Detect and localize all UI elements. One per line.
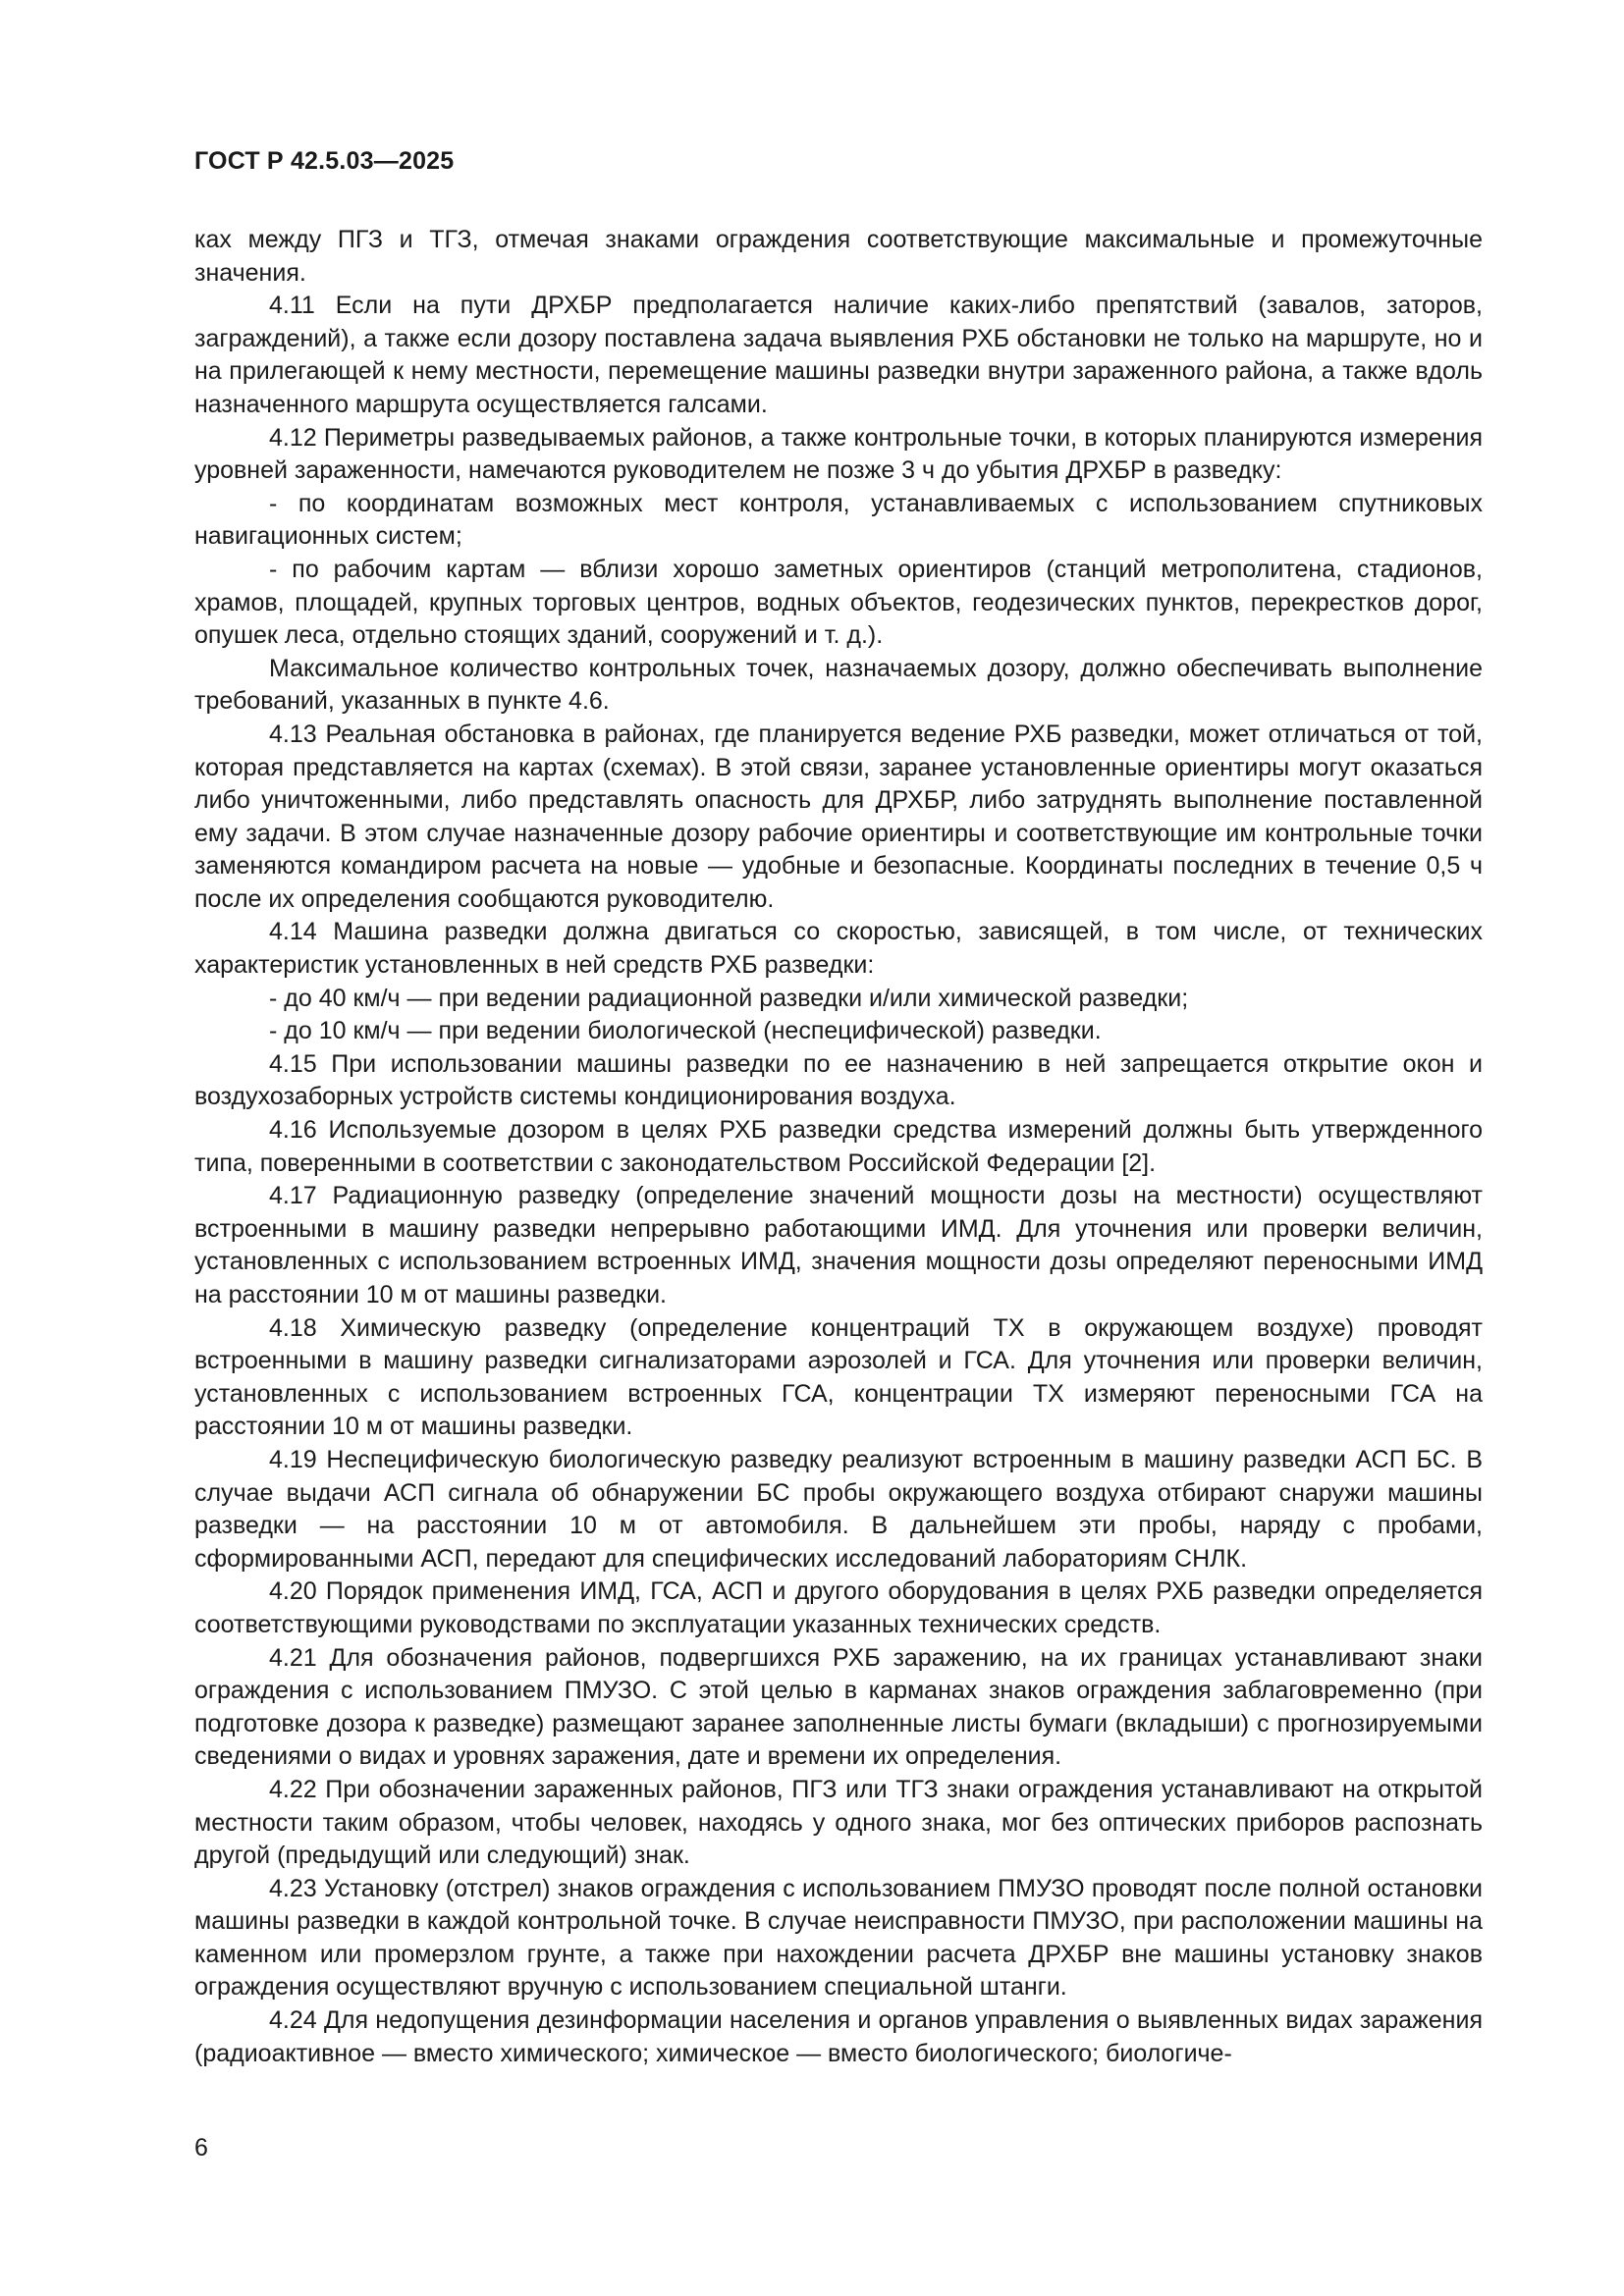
paragraph-max-control-points: Максимальное количество контрольных точек, назначаемых дозору, должно обеспечивать выполнение требований, указанных в пункте 4.6. [194, 654, 1483, 716]
paragraph-4-14: 4.14 Машина разведки должна двигаться со скоростью, зависящей, в том числе, от технических характеристик установленных в ней средств РХБ разведки: [194, 918, 1483, 980]
paragraph-4-15: 4.15 При использовании машины разведки по ее назначению в ней запрещается открытие окон и воздухозаборных устройств системы кондиционирования воздуха. [194, 1049, 1483, 1111]
paragraph-4-21: 4.21 Для обозначения районов, подвергшихся РХБ заражению, на их границах устанавливают знаки ограждения с использованием ПМУЗО. С этой целью в карманах знаков ограждения заблаговременно (при подготовке дозора к разведке) размещают заранее заполненные листы бумаги (вкладыши) с прогнозируемыми сведениями о видах и уровнях заражения, дате и времени их определения. [194, 1643, 1483, 1771]
list-item-speed-40: - до 40 км/ч — при ведении радиационной разведки и/или химической разведки; [269, 984, 1189, 1012]
paragraph-4-11: 4.11 Если на пути ДРХБР предполагается наличие каких-либо препятствий (завалов, заторов, заграждений), а также если дозору поставлена задача выявления РХБ обстановки не только на маршруте, но и на прилегающей к нему местности, перемещение машины разведки внутри зараженного района, а также вдоль назначенного маршрута осуществляется галсами. [194, 292, 1483, 418]
paragraph-4-19: 4.19 Неспецифическую биологическую разведку реализуют встроенным в машину разведки АСП БС. В случае выдачи АСП сигнала об обнаружении БС пробы окружающего воздуха отбирают снаружи машины разведки — на расстоянии 10 м от автомобиля. В дальнейшем эти пробы, наряду с пробами, сформированными АСП, передают для специфических исследований лабораториям СНЛК. [194, 1445, 1483, 1573]
paragraph-4-12: 4.12 Периметры разведываемых районов, а также контрольные точки, в которых планируются измерения уровней зараженности, намечаются руководителем не позже 3 ч до убытия ДРХБР в разведку: [194, 423, 1483, 485]
list-item-satellite-coordinates: - по координатам возможных мест контроля, устанавливаемых с использованием спутниковых навигационных систем; [194, 489, 1483, 551]
paragraph-4-22: 4.22 При обозначении зараженных районов, ПГЗ или ТГЗ знаки ограждения устанавливают на открытой местности таким образом, чтобы человек, находясь у одного знака, мог без оптических приборов распознать другой (предыдущий или следующий) знак. [194, 1775, 1483, 1870]
page-number: 6 [194, 2134, 208, 2162]
list-item-speed-10: - до 10 км/ч — при ведении биологической (неспецифической) разведки. [269, 1017, 1102, 1045]
paragraph-4-20: 4.20 Порядок применения ИМД, ГСА, АСП и другого оборудования в целях РХБ разведки определяется соответствующими руководствами по эксплуатации указанных технических средств. [194, 1577, 1483, 1638]
paragraph-4-16: 4.16 Используемые дозором в целях РХБ разведки средства измерений должны быть утвержденного типа, поверенными в соответствии с законодательством Российской Федерации [2]. [194, 1116, 1483, 1177]
paragraph-4-13: 4.13 Реальная обстановка в районах, где планируется ведение РХБ разведки, может отличаться от той, которая представляется на картах (схемах). В этой связи, заранее установленные ориентиры могут оказаться либо уничтоженными, либо представлять опасность для ДРХБР, либо затруднять выполнение поставленной ему задачи. В этом случае назначенные дозору рабочие ориентиры и соответствующие им контрольные точки заменяются командиром расчета на новые — удобные и безопасные. Координаты последних в течение 0,5 ч после их определения сообщаются руководителю. [194, 720, 1483, 913]
paragraph-continuation: ках между ПГЗ и ТГЗ, отмечая знаками ограждения соответствующие максимальные и промежуточные значения. [194, 226, 1483, 287]
body-text [194, 224, 1483, 2070]
list-item-working-maps: - по рабочим картам — вблизи хорошо заметных ориентиров (станций метрополитена, стадионов, храмов, площадей, крупных торговых центров, водных объектов, геодезических пунктов, перекрестков дорог, опушек леса, отдельно стоящих зданий, сооружений и т. д.). [194, 555, 1483, 650]
paragraph-4-23: 4.23 Установку (отстрел) знаков ограждения с использованием ПМУЗО проводят после полной остановки машины разведки в каждой контрольной точке. В случае неисправности ПМУЗО, при расположении машины на каменном или промерзлом грунте, а также при нахождении расчета ДРХБР вне машины установку знаков ограждения осуществляют вручную с использованием специальной штанги. [194, 1874, 1483, 2002]
paragraph-4-17: 4.17 Радиационную разведку (определение значений мощности дозы на местности) осуществляют встроенными в машину разведки непрерывно работающими ИМД. Для уточнения или проверки величин, установленных с использованием встроенных ИМД, значения мощности дозы определяют переносными ИМД на расстоянии 10 м от машины разведки. [194, 1182, 1483, 1308]
paragraph-4-24: 4.24 Для недопущения дезинформации населения и органов управления о выявленных видах заражения (радиоактивное — вместо химического; химическое — вместо биологического; биологиче- [194, 2006, 1483, 2067]
document-header: ГОСТ Р 42.5.03—2025 [194, 147, 455, 175]
paragraph-4-18: 4.18 Химическую разведку (определение концентраций ТХ в окружающем воздухе) проводят встроенными в машину разведки сигнализаторами аэрозолей и ГСА. Для уточнения или проверки величин, установленных с использованием встроенных ГСА, концентрации ТХ измеряют переносными ГСА на расстоянии 10 м от машины разведки. [194, 1313, 1483, 1441]
